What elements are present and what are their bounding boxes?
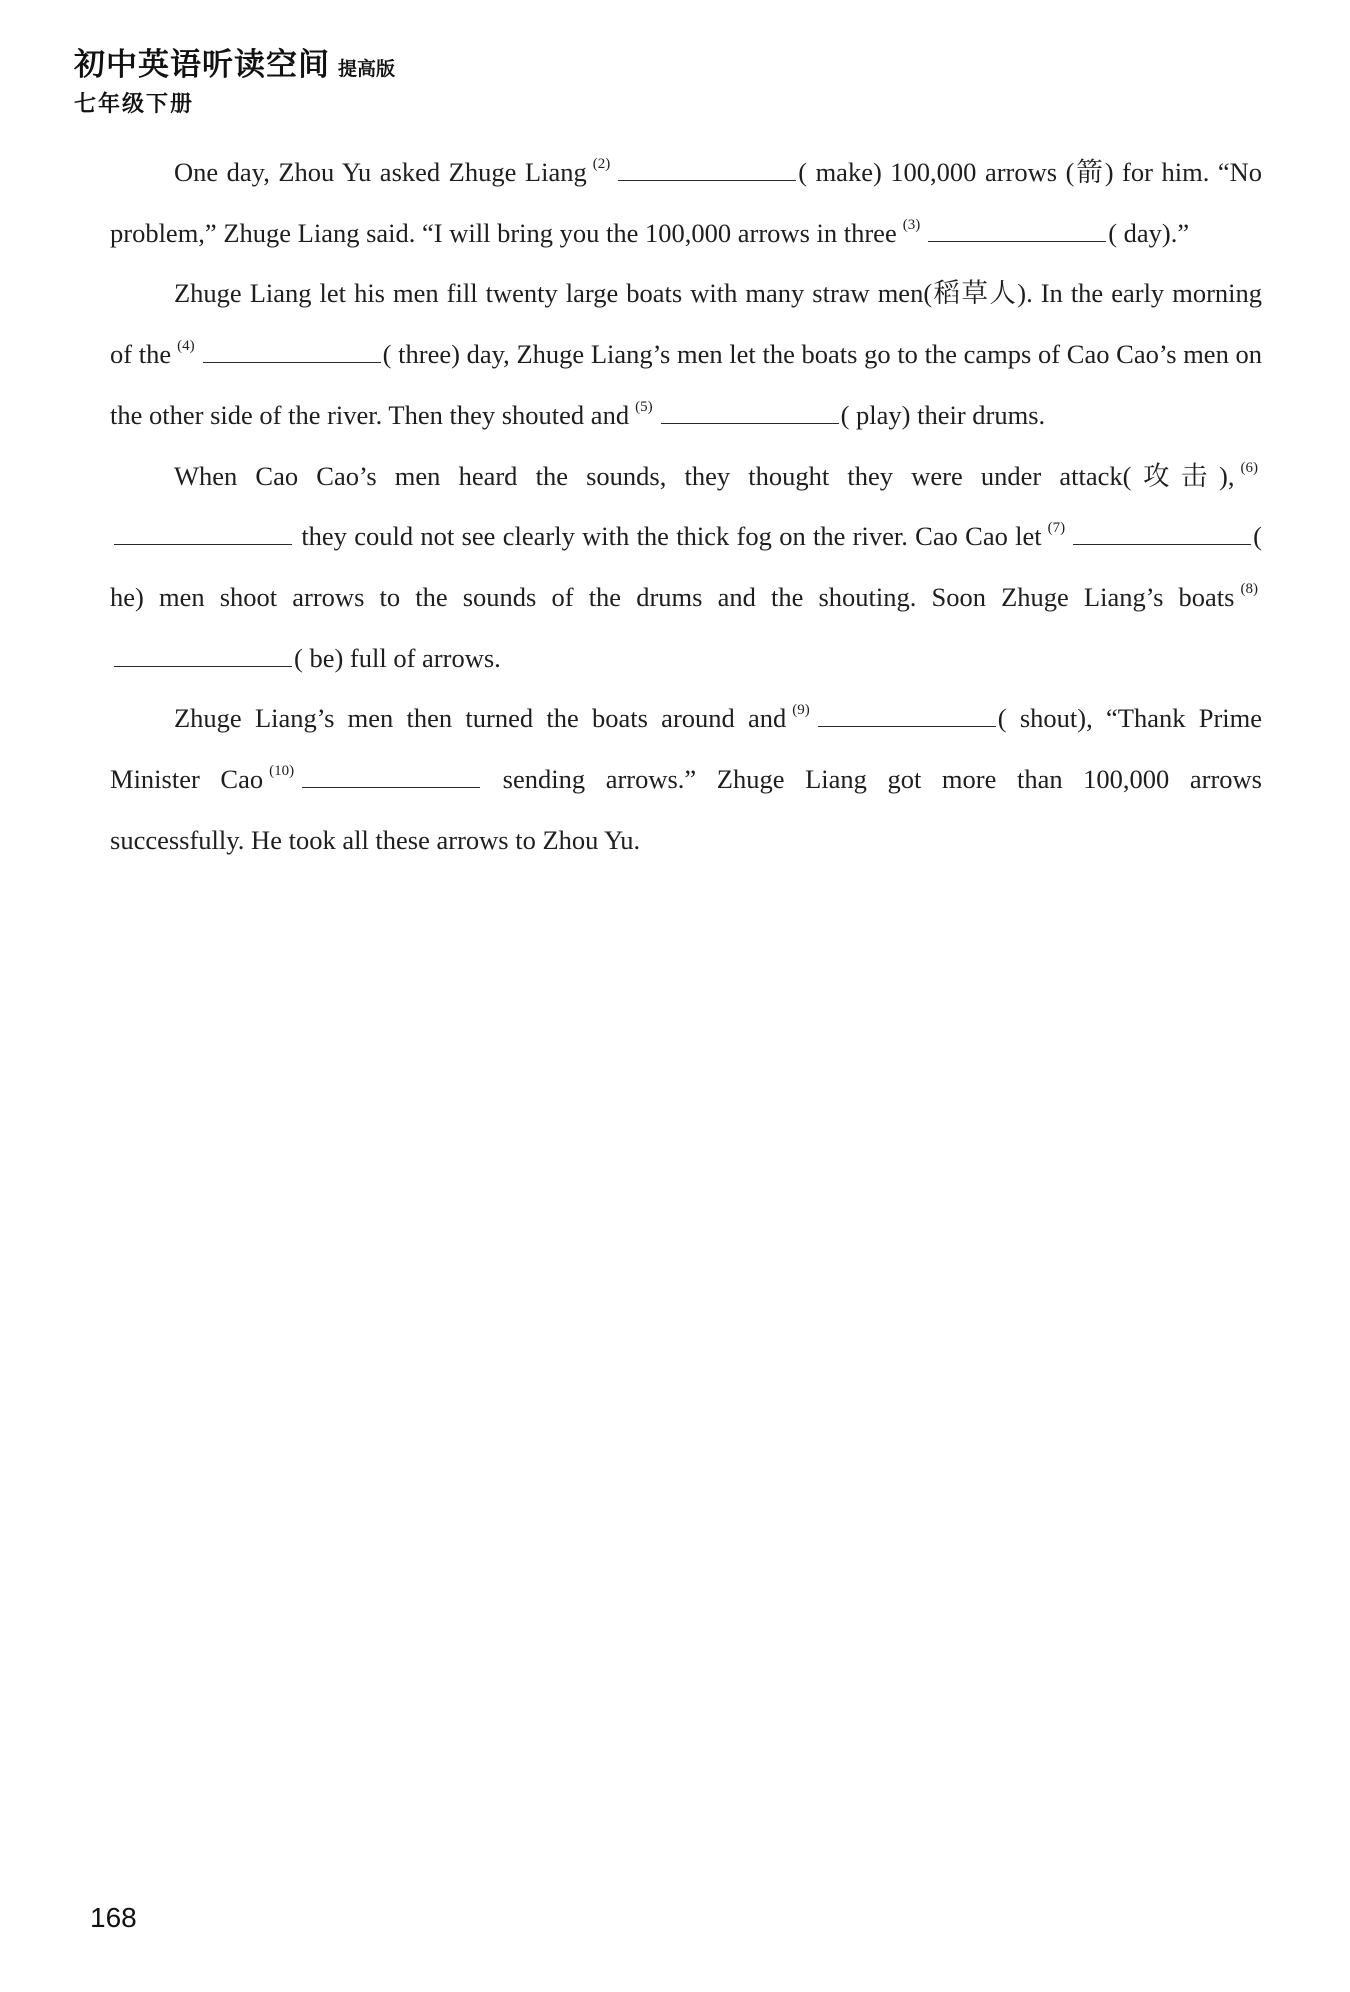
paragraph-text: sending arrows.” Zhuge Liang got more than 100,000 arrows successfully. He took all these arrows to Zhou Yu.: [110, 764, 1262, 855]
paragraph-text: ( three) day, Zhuge Liang’s men let the boats go to the camps of Cao Cao’s men on the other side of the river. Then they shouted and: [110, 339, 1263, 430]
paragraph-text: Zhuge Liang let his men fill twenty large boats with many straw men(稻草人). In the early morning of the: [110, 278, 1262, 370]
question-number: (5): [635, 398, 653, 415]
question-number: (8): [1240, 580, 1258, 597]
paragraph-text: ( he) men shoot arrows to the sounds of the drums and the shouting. Soon Zhuge Liang’s boats: [110, 521, 1262, 612]
book-title: [74, 46, 395, 88]
paragraph-4: [110, 688, 1262, 870]
paragraph-2: [110, 263, 1262, 445]
paragraph-text: ( be) full of arrows.: [294, 642, 501, 673]
paragraph-1: [110, 142, 1262, 263]
paragraph-text: ( make) 100,000 arrows (箭) for him. “No problem,” Zhuge Liang said. “I will bring you the 100,000 arrows in three: [110, 157, 1262, 248]
edition-label: 提高版: [338, 58, 396, 80]
question-number: (4): [177, 338, 195, 355]
page-number: 168: [90, 1902, 137, 1933]
answer-blank[interactable]: [818, 704, 996, 727]
grade-label: 七年级下册: [74, 92, 195, 117]
paragraph-text: Zhuge Liang’s men then turned the boats around and: [174, 703, 787, 734]
answer-blank[interactable]: [618, 158, 796, 181]
question-number: (9): [792, 702, 810, 719]
book-title-text: 初中英语听读空间: [74, 47, 330, 83]
paragraph-text: ( play) their drums.: [840, 399, 1046, 430]
answer-blank[interactable]: [114, 644, 292, 667]
question-number: (6): [1240, 459, 1258, 476]
question-number: (3): [902, 216, 921, 233]
answer-blank[interactable]: [302, 765, 480, 788]
answer-blank[interactable]: [928, 219, 1106, 242]
question-number: (10): [269, 763, 295, 780]
paragraph-text: they could not see clearly with the thick fog on the river. Cao Cao let: [301, 521, 1042, 552]
paragraph-text: One day, Zhou Yu asked Zhuge Liang: [174, 157, 587, 187]
question-number: (7): [1047, 520, 1066, 537]
page-header: [74, 46, 395, 120]
paragraph-text: When Cao Cao’s men heard the sounds, they thought they were under attack(攻击),: [174, 460, 1235, 491]
answer-blank[interactable]: [114, 522, 292, 545]
paragraph-text: ( shout), “Thank Prime Minister Cao: [110, 703, 1263, 795]
answer-blank[interactable]: [661, 401, 839, 424]
paragraph-3: [110, 446, 1262, 689]
passage-text: [110, 142, 1262, 870]
question-number: (2): [592, 156, 611, 172]
answer-blank[interactable]: [203, 340, 381, 363]
answer-blank[interactable]: [1073, 522, 1251, 545]
paragraph-text: ( day).”: [1108, 217, 1190, 248]
